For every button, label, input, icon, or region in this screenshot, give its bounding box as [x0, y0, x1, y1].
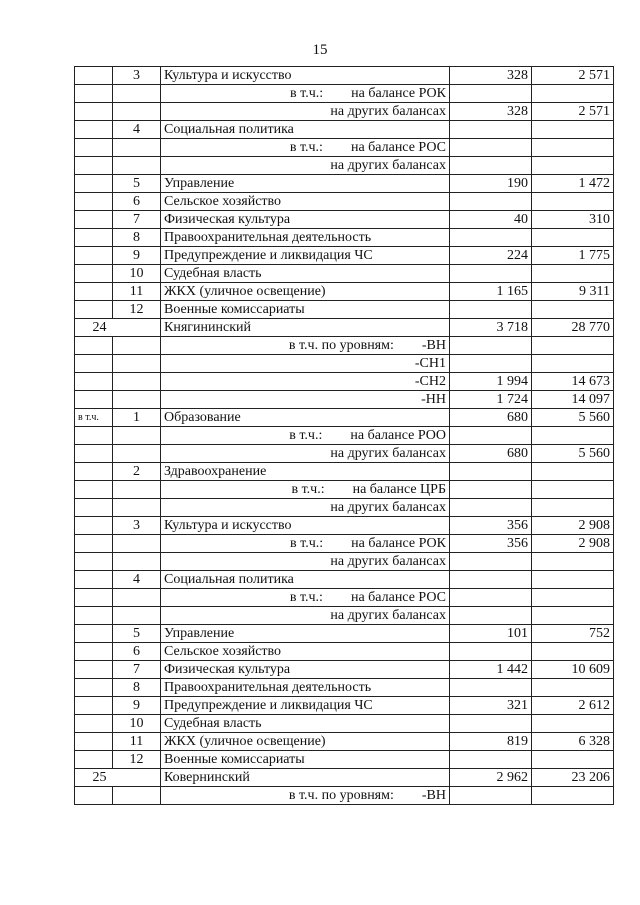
- marker-cell: [75, 499, 113, 517]
- sub-item-value: на балансе РОО: [350, 428, 446, 443]
- sub-item-value: на других балансах: [330, 104, 446, 119]
- page-number: 15: [312, 42, 328, 58]
- marker-cell: [75, 337, 113, 355]
- value-cell-2: 14 097: [532, 391, 614, 409]
- sub-item-cell: [161, 103, 450, 121]
- item-number-cell: 12: [113, 301, 161, 319]
- sub-item-cell: [161, 391, 450, 409]
- item-number-cell: 6: [113, 193, 161, 211]
- budget-table: [74, 66, 614, 805]
- value-cell-1: 1 994: [450, 373, 532, 391]
- value-cell-2: [532, 553, 614, 571]
- value-cell-1: [450, 553, 532, 571]
- sub-item-cell: [161, 445, 450, 463]
- value-cell-2: [532, 121, 614, 139]
- item-number-cell: [113, 319, 161, 337]
- item-name-cell: Управление: [161, 175, 450, 193]
- item-name-cell: Предупреждение и ликвидация ЧС: [161, 247, 450, 265]
- item-number-cell: 5: [113, 625, 161, 643]
- sub-item-cell: [161, 607, 450, 625]
- marker-cell: [75, 193, 113, 211]
- table-row: [75, 193, 614, 211]
- value-cell-1: [450, 571, 532, 589]
- item-number-cell: 11: [113, 733, 161, 751]
- budget-table-body: [75, 67, 614, 805]
- value-cell-2: 2 908: [532, 535, 614, 553]
- table-row: [75, 409, 614, 427]
- value-cell-2: [532, 157, 614, 175]
- item-name-cell: Управление: [161, 625, 450, 643]
- marker-cell: [75, 157, 113, 175]
- value-cell-1: [450, 229, 532, 247]
- value-cell-1: 2 962: [450, 769, 532, 787]
- item-name-cell: Судебная власть: [161, 715, 450, 733]
- value-cell-2: [532, 643, 614, 661]
- item-number-cell: [113, 589, 161, 607]
- item-name-cell: Физическая культура: [161, 211, 450, 229]
- sub-item-value: на балансе РОК: [351, 86, 446, 101]
- item-name-cell: Правоохранительная деятельность: [161, 679, 450, 697]
- item-name-cell: Военные комиссариаты: [161, 751, 450, 769]
- value-cell-2: [532, 355, 614, 373]
- sub-item-cell: [161, 85, 450, 103]
- marker-cell: [75, 67, 113, 85]
- table-row: [75, 211, 614, 229]
- value-cell-2: [532, 85, 614, 103]
- value-cell-1: [450, 463, 532, 481]
- table-row: [75, 373, 614, 391]
- marker-cell: [75, 229, 113, 247]
- item-name-cell: Социальная политика: [161, 121, 450, 139]
- sub-item-value: на других балансах: [330, 158, 446, 173]
- value-cell-1: [450, 85, 532, 103]
- marker-cell: [75, 571, 113, 589]
- table-row: [75, 85, 614, 103]
- marker-cell: [75, 715, 113, 733]
- sub-item-label: в т.ч.:: [289, 590, 323, 605]
- item-number-cell: [113, 373, 161, 391]
- region-number-cell: 24: [75, 319, 113, 337]
- value-cell-1: 190: [450, 175, 532, 193]
- table-row: [75, 499, 614, 517]
- table-row: [75, 625, 614, 643]
- value-cell-1: [450, 481, 532, 499]
- item-name-cell: Сельское хозяйство: [161, 193, 450, 211]
- value-cell-1: [450, 787, 532, 805]
- table-row: [75, 751, 614, 769]
- item-number-cell: 4: [113, 121, 161, 139]
- value-cell-1: [450, 157, 532, 175]
- marker-cell: [75, 121, 113, 139]
- marker-cell: [75, 391, 113, 409]
- value-cell-2: 9 311: [532, 283, 614, 301]
- value-cell-2: [532, 499, 614, 517]
- item-number-cell: [113, 787, 161, 805]
- sub-item-label: в т.ч.:: [289, 428, 323, 443]
- table-row: [75, 553, 614, 571]
- value-cell-2: 1 472: [532, 175, 614, 193]
- item-number-cell: 3: [113, 517, 161, 535]
- sub-item-value: на балансе ЦРБ: [352, 482, 446, 497]
- table-row: [75, 427, 614, 445]
- sub-item-value: на других балансах: [330, 554, 446, 569]
- table-row: [75, 535, 614, 553]
- table-row: [75, 697, 614, 715]
- item-name-cell: Сельское хозяйство: [161, 643, 450, 661]
- value-cell-2: 14 673: [532, 373, 614, 391]
- value-cell-1: [450, 337, 532, 355]
- table-row: [75, 103, 614, 121]
- value-cell-1: [450, 499, 532, 517]
- value-cell-1: 1 442: [450, 661, 532, 679]
- sub-item-cell: [161, 373, 450, 391]
- value-cell-1: 328: [450, 67, 532, 85]
- sub-item-value: на балансе РОС: [350, 590, 446, 605]
- value-cell-2: 6 328: [532, 733, 614, 751]
- item-number-cell: 9: [113, 697, 161, 715]
- value-cell-1: 1 724: [450, 391, 532, 409]
- marker-cell: [75, 553, 113, 571]
- item-name-cell: Физическая культура: [161, 661, 450, 679]
- table-row: [75, 643, 614, 661]
- value-cell-2: 2 612: [532, 697, 614, 715]
- item-number-cell: 9: [113, 247, 161, 265]
- item-name-cell: Военные комиссариаты: [161, 301, 450, 319]
- sub-item-cell: [161, 535, 450, 553]
- value-cell-1: 40: [450, 211, 532, 229]
- item-number-cell: 2: [113, 463, 161, 481]
- table-row: [75, 607, 614, 625]
- region-name-cell: Ковернинский: [161, 769, 450, 787]
- marker-cell: [75, 283, 113, 301]
- marker-cell: [75, 139, 113, 157]
- sub-item-cell: [161, 787, 450, 805]
- item-number-cell: [113, 355, 161, 373]
- value-cell-2: 2 571: [532, 103, 614, 121]
- marker-cell: [75, 697, 113, 715]
- table-row: [75, 121, 614, 139]
- item-name-cell: Культура и искусство: [161, 67, 450, 85]
- sub-item-value: -ВН: [421, 338, 446, 353]
- value-cell-2: 310: [532, 211, 614, 229]
- value-cell-2: [532, 193, 614, 211]
- table-row: [75, 571, 614, 589]
- value-cell-2: [532, 679, 614, 697]
- value-cell-1: [450, 265, 532, 283]
- value-cell-2: [532, 787, 614, 805]
- sub-item-label: в т.ч.:: [289, 140, 323, 155]
- value-cell-1: [450, 715, 532, 733]
- sub-item-cell: [161, 157, 450, 175]
- value-cell-2: 28 770: [532, 319, 614, 337]
- table-row: [75, 733, 614, 751]
- item-number-cell: [113, 157, 161, 175]
- region-row: [75, 319, 614, 337]
- sub-item-value: на других балансах: [330, 608, 446, 623]
- table-row: [75, 787, 614, 805]
- marker-cell: [75, 535, 113, 553]
- region-number-cell: 25: [75, 769, 113, 787]
- table-row: [75, 337, 614, 355]
- value-cell-1: 819: [450, 733, 532, 751]
- item-name-cell: Правоохранительная деятельность: [161, 229, 450, 247]
- item-number-cell: [113, 103, 161, 121]
- marker-cell: [75, 175, 113, 193]
- sub-item-label: в т.ч. по уровням:: [288, 338, 394, 353]
- table-row: [75, 445, 614, 463]
- item-number-cell: 6: [113, 643, 161, 661]
- value-cell-2: 10 609: [532, 661, 614, 679]
- value-cell-2: 2 571: [532, 67, 614, 85]
- value-cell-2: [532, 607, 614, 625]
- value-cell-1: 680: [450, 409, 532, 427]
- marker-cell: [75, 625, 113, 643]
- marker-cell: [75, 103, 113, 121]
- item-number-cell: 4: [113, 571, 161, 589]
- table-row: [75, 247, 614, 265]
- table-row: [75, 355, 614, 373]
- sub-item-value: на балансе РОС: [350, 140, 446, 155]
- value-cell-1: [450, 751, 532, 769]
- value-cell-2: [532, 427, 614, 445]
- value-cell-2: [532, 571, 614, 589]
- marker-cell: [75, 733, 113, 751]
- item-number-cell: [113, 769, 161, 787]
- marker-cell: [75, 463, 113, 481]
- marker-cell: [75, 643, 113, 661]
- value-cell-1: 3 718: [450, 319, 532, 337]
- item-number-cell: [113, 607, 161, 625]
- value-cell-2: [532, 715, 614, 733]
- item-number-cell: 8: [113, 679, 161, 697]
- value-cell-2: 752: [532, 625, 614, 643]
- item-name-cell: Социальная политика: [161, 571, 450, 589]
- value-cell-1: 321: [450, 697, 532, 715]
- value-cell-1: [450, 139, 532, 157]
- sub-item-cell: [161, 589, 450, 607]
- sub-item-value: -НН: [421, 392, 446, 407]
- sub-item-label: в т.ч. по уровням:: [288, 788, 394, 803]
- item-number-cell: 3: [113, 67, 161, 85]
- marker-cell: [75, 787, 113, 805]
- marker-cell: [75, 481, 113, 499]
- sub-item-cell: [161, 481, 450, 499]
- table-row: [75, 67, 614, 85]
- sub-item-value: -СН2: [414, 374, 446, 389]
- table-row: [75, 589, 614, 607]
- marker-cell: [75, 679, 113, 697]
- table-row: [75, 391, 614, 409]
- region-row: [75, 769, 614, 787]
- table-row: [75, 229, 614, 247]
- item-number-cell: [113, 391, 161, 409]
- value-cell-1: [450, 589, 532, 607]
- sub-item-value: -ВН: [421, 788, 446, 803]
- marker-cell: [75, 247, 113, 265]
- item-number-cell: [113, 535, 161, 553]
- value-cell-2: [532, 751, 614, 769]
- value-cell-2: 5 560: [532, 445, 614, 463]
- item-name-cell: Судебная власть: [161, 265, 450, 283]
- item-number-cell: [113, 139, 161, 157]
- sub-item-label: в т.ч.:: [290, 536, 324, 551]
- marker-cell: [75, 589, 113, 607]
- value-cell-1: 224: [450, 247, 532, 265]
- value-cell-1: [450, 193, 532, 211]
- sub-item-value: на других балансах: [330, 446, 446, 461]
- table-row: [75, 283, 614, 301]
- marker-cell: [75, 355, 113, 373]
- sub-item-value: на других балансах: [330, 500, 446, 515]
- value-cell-2: [532, 139, 614, 157]
- table-row: [75, 481, 614, 499]
- value-cell-1: [450, 607, 532, 625]
- item-number-cell: [113, 427, 161, 445]
- marker-cell: [75, 445, 113, 463]
- item-number-cell: 7: [113, 661, 161, 679]
- table-row: [75, 175, 614, 193]
- item-number-cell: 7: [113, 211, 161, 229]
- table-row: [75, 715, 614, 733]
- table-row: [75, 661, 614, 679]
- value-cell-1: [450, 679, 532, 697]
- sub-item-cell: [161, 553, 450, 571]
- sub-item-cell: [161, 427, 450, 445]
- marker-cell: [75, 661, 113, 679]
- value-cell-1: [450, 427, 532, 445]
- value-cell-2: [532, 481, 614, 499]
- item-name-cell: ЖКХ (уличное освещение): [161, 733, 450, 751]
- sub-item-cell: [161, 337, 450, 355]
- marker-cell: [75, 751, 113, 769]
- item-number-cell: 8: [113, 229, 161, 247]
- value-cell-1: [450, 301, 532, 319]
- value-cell-2: [532, 301, 614, 319]
- sub-item-label: в т.ч.:: [290, 86, 324, 101]
- value-cell-1: 328: [450, 103, 532, 121]
- item-number-cell: 12: [113, 751, 161, 769]
- sub-item-cell: [161, 355, 450, 373]
- table-row: [75, 139, 614, 157]
- item-number-cell: [113, 481, 161, 499]
- value-cell-2: [532, 229, 614, 247]
- marker-cell: [75, 607, 113, 625]
- value-cell-2: 23 206: [532, 769, 614, 787]
- value-cell-1: [450, 643, 532, 661]
- value-cell-2: 1 775: [532, 247, 614, 265]
- table-row: [75, 517, 614, 535]
- table-row: [75, 679, 614, 697]
- item-number-cell: 10: [113, 265, 161, 283]
- item-name-cell: Культура и искусство: [161, 517, 450, 535]
- table-row: [75, 301, 614, 319]
- item-name-cell: Предупреждение и ликвидация ЧС: [161, 697, 450, 715]
- item-number-cell: [113, 337, 161, 355]
- marker-cell: [75, 85, 113, 103]
- value-cell-1: 356: [450, 535, 532, 553]
- sub-item-label: в т.ч.:: [291, 482, 325, 497]
- value-cell-2: 5 560: [532, 409, 614, 427]
- sub-item-cell: [161, 499, 450, 517]
- item-number-cell: [113, 499, 161, 517]
- item-name-cell: Образование: [161, 409, 450, 427]
- region-name-cell: Княгининский: [161, 319, 450, 337]
- value-cell-2: [532, 265, 614, 283]
- marker-cell: [75, 301, 113, 319]
- item-name-cell: ЖКХ (уличное освещение): [161, 283, 450, 301]
- item-number-cell: 11: [113, 283, 161, 301]
- table-row: [75, 157, 614, 175]
- item-name-cell: Здравоохранение: [161, 463, 450, 481]
- value-cell-2: 2 908: [532, 517, 614, 535]
- value-cell-1: 356: [450, 517, 532, 535]
- marker-cell: [75, 211, 113, 229]
- marker-cell: в т.ч.: [75, 409, 113, 427]
- marker-cell: [75, 265, 113, 283]
- value-cell-1: [450, 121, 532, 139]
- item-number-cell: 1: [113, 409, 161, 427]
- item-number-cell: [113, 85, 161, 103]
- value-cell-1: 680: [450, 445, 532, 463]
- value-cell-2: [532, 337, 614, 355]
- sub-item-value: на балансе РОК: [351, 536, 446, 551]
- sub-item-value: -СН1: [414, 356, 446, 371]
- table-row: [75, 265, 614, 283]
- value-cell-2: [532, 589, 614, 607]
- table-row: [75, 463, 614, 481]
- item-number-cell: [113, 445, 161, 463]
- item-number-cell: 5: [113, 175, 161, 193]
- sub-item-cell: [161, 139, 450, 157]
- item-number-cell: [113, 553, 161, 571]
- item-number-cell: 10: [113, 715, 161, 733]
- value-cell-1: [450, 355, 532, 373]
- marker-cell: [75, 373, 113, 391]
- marker-cell: [75, 427, 113, 445]
- marker-cell: [75, 517, 113, 535]
- value-cell-1: 101: [450, 625, 532, 643]
- value-cell-2: [532, 463, 614, 481]
- value-cell-1: 1 165: [450, 283, 532, 301]
